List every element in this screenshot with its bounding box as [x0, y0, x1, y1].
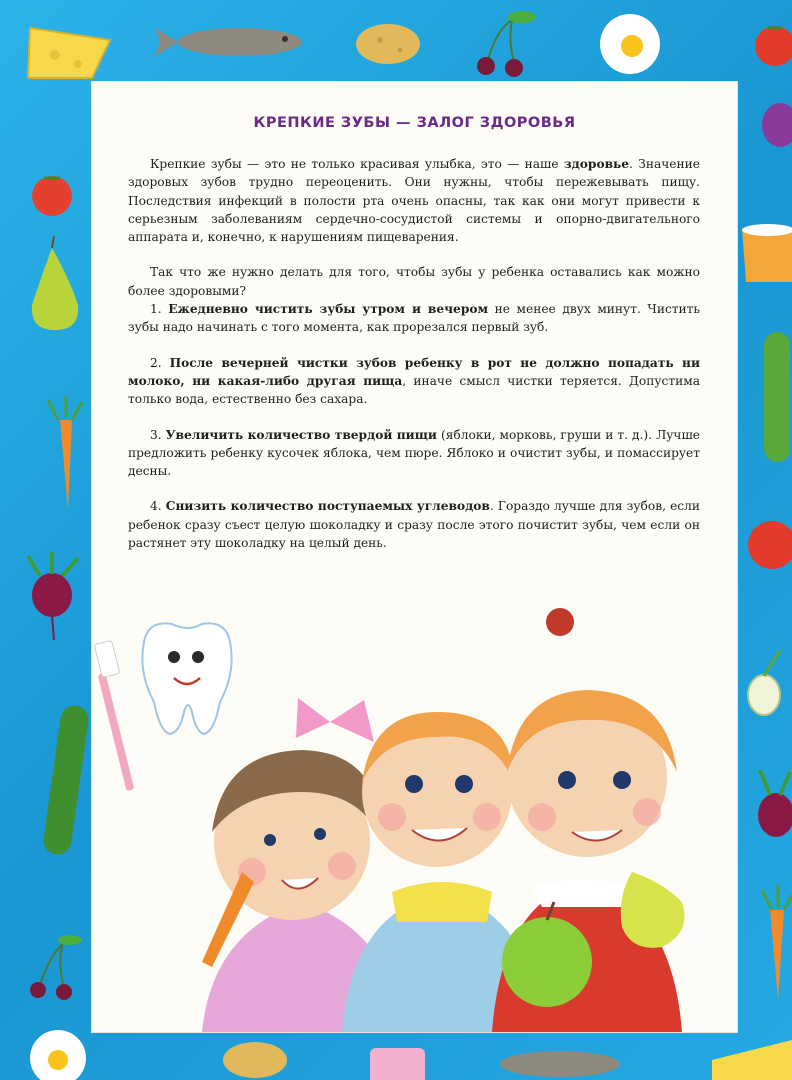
- cucumber-icon-left: [42, 704, 91, 856]
- intro-paragraph: [128, 155, 700, 246]
- pear-in-hand-icon: [621, 872, 685, 948]
- tomato-icon-top: [755, 26, 792, 66]
- fish-icon: [155, 28, 302, 56]
- cherry-icon-left: [30, 935, 82, 1000]
- page-title: КРЕПКИЕ ЗУБЫ — ЗАЛОГ ЗДОРОВЬЯ: [253, 115, 576, 131]
- list-item: 4. Снизить количество поступаемых углеводов. Гораздо лучше для зубов, если ребенок сразу съест целую шоколадку и сразу после этого почистит зубы, чем если он растянет эту шоколадку на целый день.: [128, 499, 701, 551]
- tomato-icon-left: [32, 176, 72, 216]
- intro-text: Крепкие зубы — это не только красивая улыбка, это — наше: [150, 157, 564, 171]
- children-illustration: [92, 602, 737, 1032]
- beet-icon-right: [758, 770, 792, 837]
- cheese-icon: [28, 28, 110, 78]
- cup-icon: [742, 224, 792, 282]
- toothbrush-icon: [94, 640, 134, 791]
- fish-icon-bottom: [500, 1051, 620, 1077]
- mug-icon-bottom: [370, 1048, 425, 1080]
- intro-bold: здоровье: [563, 157, 630, 171]
- plum-icon: [762, 103, 792, 147]
- potato-icon-bottom: [223, 1042, 287, 1078]
- list-item: 3. Увеличить количество твердой пищи (яблоки, морковь, груши и т. д.). Лучше предложить ребенку кусочек яблока, чем пюре. Яблоко и очистит зубы, и помассирует десны.: [128, 427, 701, 479]
- question-paragraph: Так что же нужно делать для того, чтобы зубы у ребенка оставались как можно более здоровыми?: [128, 265, 700, 298]
- article-page: [92, 82, 737, 1032]
- article-text: [128, 155, 700, 552]
- carrot-icon-right: [762, 885, 792, 1000]
- fried-egg-icon-bottom: [30, 1030, 86, 1080]
- list-item: 2. После вечерней чистки зубов ребенку в рот не должно попадать ни молоко, ни какая-либо другая пища, иначе смысл чистки теряется. Допустима только вода, естественно без сахара.: [128, 355, 700, 407]
- cucumber-icon-right: [764, 332, 790, 462]
- fried-egg-icon: [600, 14, 660, 74]
- apple-icon-right: [748, 521, 792, 569]
- pear-icon: [32, 236, 78, 330]
- cheese-icon-bottom: [712, 1040, 792, 1080]
- list-item: 1. Ежедневно чистить зубы утром и вечером не менее двух минут. Чистить зубы надо начинать с того момента, как прорезался первый зуб.: [128, 302, 701, 335]
- cherry-icon: [477, 11, 536, 77]
- beet-icon: [28, 552, 78, 640]
- intro-text-end: . Значение здоровых зубов трудно переоценить. Они нужны, чтобы пережевывать пищу. Последствия инфекций в полости рта очень опасны, так как они могут привести к серьезным заболеваниям сердечно-сосудистой системы и опорно-двигательного аппарата и, конечно, к нарушениям пищеварения.: [128, 157, 700, 245]
- carrot-icon-left: [48, 396, 82, 510]
- tooth-mascot-icon: [142, 623, 231, 734]
- potato-icon: [356, 24, 420, 64]
- onion-icon: [748, 650, 780, 715]
